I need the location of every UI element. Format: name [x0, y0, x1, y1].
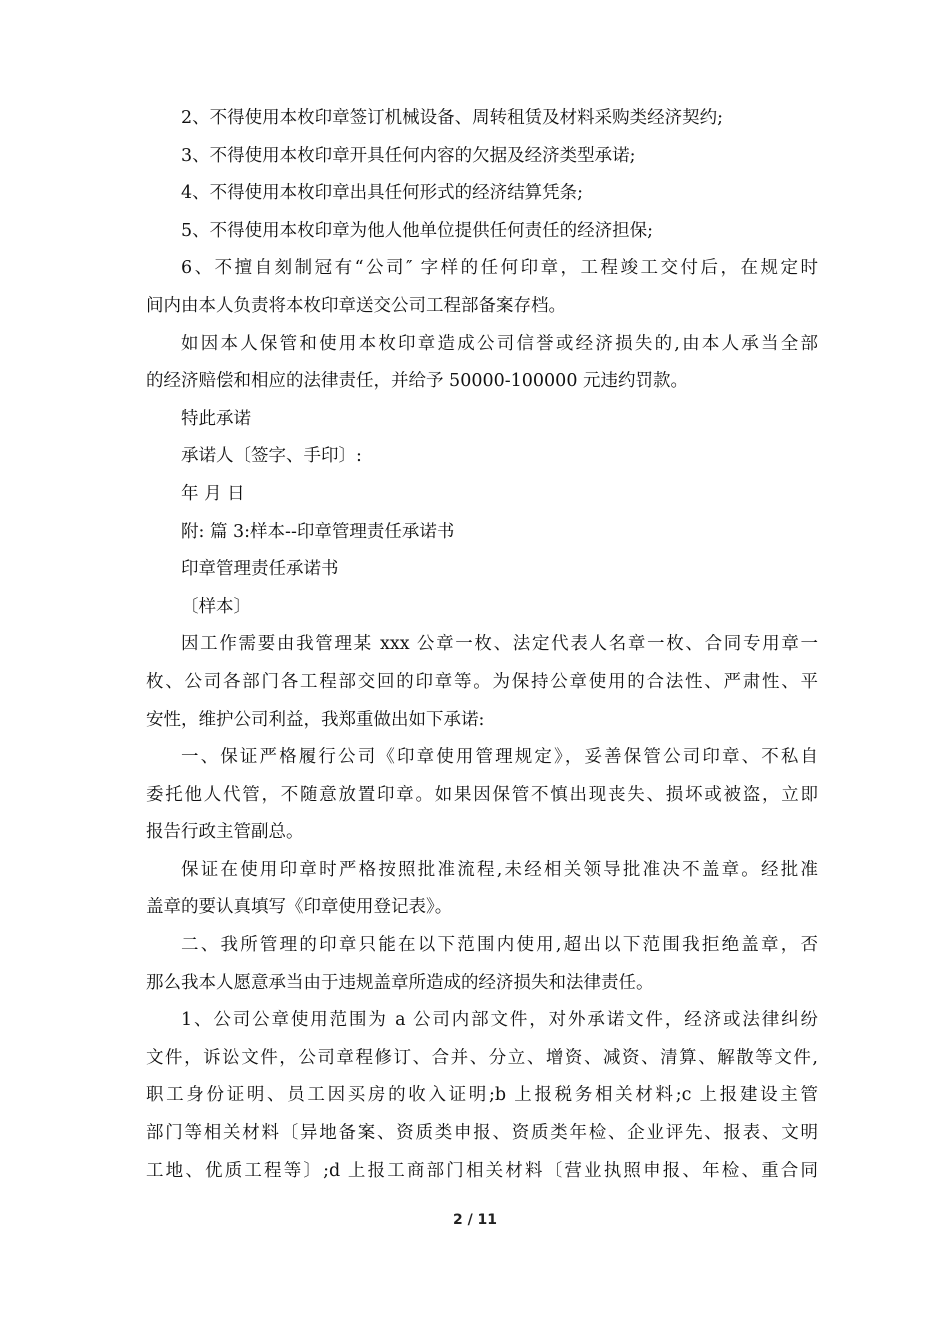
- document-line: 年 月 日: [181, 483, 245, 504]
- document-line: 1、公司公章使用范围为 a 公司内部文件，对外承诺文件，经济或法律纠纷: [181, 1010, 818, 1031]
- document-line: 如因本人保管和使用本枚印章造成公司信誉或经济损失的,由本人承当全部: [181, 333, 818, 354]
- document-line: 4、不得使用本枚印章出具任何形式的经济结算凭条;: [181, 183, 584, 204]
- document-line: 的经济赔偿和相应的法律责任，并给予 50000-100000 元违约罚款。: [146, 371, 689, 392]
- document-line: 附: 篇 3:样本--印章管理责任承诺书: [181, 521, 455, 542]
- document-line: 盖章的要认真填写《印章使用登记表》。: [146, 897, 453, 918]
- document-line: 委托他人代管，不随意放置印章。如果因保管不慎出现丧失、损坏或被盗，立即: [146, 784, 818, 805]
- document-line: 3、不得使用本枚印章开具任何内容的欠据及经济类型承诺;: [181, 145, 636, 166]
- document-line: 间内由本人负责将本枚印章送交公司工程部备案存档。: [146, 295, 566, 316]
- document-line: 承诺人〔签字、手印〕:: [181, 446, 362, 467]
- document-line: 报告行政主管副总。: [146, 822, 304, 843]
- document-line: 特此承诺: [181, 408, 251, 429]
- document-line: 印章管理责任承诺书: [181, 559, 339, 580]
- document-line: 安性，维护公司利益，我郑重做出如下承诺:: [146, 709, 485, 730]
- document-line: 因工作需要由我管理某 xxx 公章一枚、法定代表人名章一枚、合同专用章一: [181, 634, 818, 655]
- document-line: 一、保证严格履行公司《印章使用管理规定》，妥善保管公司印章、不私自: [181, 747, 818, 768]
- document-line: 5、不得使用本枚印章为他人他单位提供任何责任的经济担保;: [181, 220, 654, 241]
- document-line: 2、不得使用本枚印章签订机械设备、周转租赁及材料采购类经济契约;: [181, 108, 724, 128]
- document-body: [146, 100, 818, 1190]
- document-line: 保证在使用印章时严格按照批准流程,未经相关领导批准决不盖章。经批准: [181, 859, 818, 880]
- document-line: 〔样本〕: [181, 596, 251, 617]
- document-line: 枚、公司各部门各工程部交回的印章等。为保持公章使用的合法性、严肃性、平: [146, 671, 818, 692]
- page-number: 2 / 11: [452, 1212, 498, 1228]
- document-line: 文件，诉讼文件，公司章程修订、合并、分立、增资、减资、清算、解散等文件,: [146, 1047, 818, 1068]
- document-line: 职工身份证明、员工因买房的收入证明;b 上报税务相关材料;c 上报建设主管: [146, 1085, 818, 1106]
- document-line: 6、不擅自刻制冠有“公司″ 字样的任何印章，工程竣工交付后，在规定时: [181, 258, 818, 279]
- document-line: 那么我本人愿意承当由于违规盖章所造成的经济损失和法律责任。: [146, 972, 654, 993]
- document-line: 二、我所管理的印章只能在以下范围内使用,超出以下范围我拒绝盖章，否: [181, 935, 818, 956]
- document-line: 部门等相关材料〔异地备案、资质类申报、资质类年检、企业评先、报表、文明: [146, 1123, 818, 1144]
- document-line: 工地、优质工程等〕;d 上报工商部门相关材料〔营业执照申报、年检、重合同: [146, 1160, 818, 1181]
